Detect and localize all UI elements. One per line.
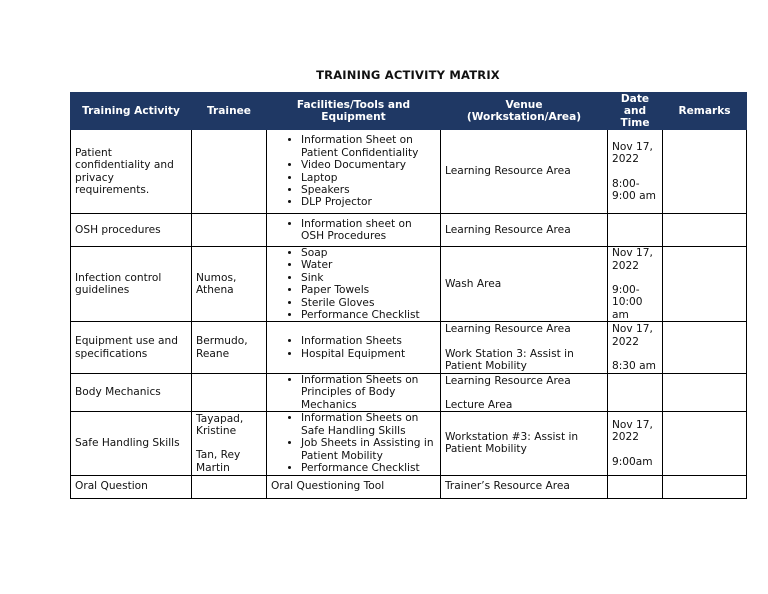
facility-item: • Laptop (301, 172, 436, 184)
facility-item: • Job Sheets in Assisting in Patient Mobility (301, 437, 436, 462)
cell-activity: Equipment use and specifications (71, 322, 192, 373)
cell-activity: Patient confidentiality and privacy requirements. (71, 130, 192, 214)
header-facilities: Facilities/Tools and Equipment (267, 93, 441, 130)
time-text: 8:30 am (612, 360, 656, 373)
facility-item: • Water (301, 259, 436, 271)
document-title: TRAINING ACTIVITY MATRIX (316, 68, 500, 82)
trainee-name: Tayapad, Kristine (196, 412, 244, 438)
table-row (71, 322, 747, 373)
cell-venue (441, 130, 608, 214)
trainee-name: Tan, Rey Martin (196, 449, 241, 474)
cell-activity: OSH procedures (71, 214, 192, 247)
facilities-list (271, 335, 436, 360)
table-row (71, 373, 747, 412)
cell-remarks (663, 130, 747, 214)
cell-facilities (267, 373, 441, 412)
cell-activity: Body Mechanics (71, 373, 192, 412)
header-training-activity: Training Activity (71, 93, 192, 130)
header-date-line1: Date (620, 93, 650, 105)
cell-facilities (267, 247, 441, 322)
cell-trainee (192, 475, 267, 498)
cell-remarks (663, 247, 747, 322)
cell-facilities: Oral Questioning Tool (267, 475, 441, 498)
cell-remarks (663, 373, 747, 412)
cell-venue (441, 247, 608, 322)
cell-trainee (192, 373, 267, 412)
cell-date (608, 373, 663, 412)
cell-activity: Safe Handling Skills (71, 412, 192, 475)
venue-text: Learning Resource Area (445, 165, 571, 178)
table-row (71, 214, 747, 247)
training-activity-table (70, 92, 747, 499)
date-text: Nov 17, 2022 (612, 418, 653, 444)
facilities-list (271, 134, 436, 208)
table-row (71, 247, 747, 322)
facility-item: • Video Documentary (301, 159, 436, 171)
cell-date (608, 322, 663, 373)
facility-item: • Information sheet on OSH Procedures (301, 218, 436, 243)
time-text: 8:00-9:00 am (612, 177, 656, 202)
cell-activity: Infection control guidelines (71, 247, 192, 322)
cell-facilities (267, 214, 441, 247)
venue-text: Trainer’s Resource Area (445, 480, 570, 493)
cell-date (608, 475, 663, 498)
table-header-row (71, 93, 747, 130)
table-row (71, 475, 747, 498)
cell-trainee (192, 412, 267, 475)
cell-facilities (267, 130, 441, 214)
cell-facilities (267, 412, 441, 475)
cell-venue (441, 322, 608, 373)
cell-trainee (192, 130, 267, 214)
cell-trainee: Bermudo, Reane (192, 322, 267, 373)
time-text: 9:00-10:00 am (612, 284, 643, 321)
cell-remarks (663, 214, 747, 247)
cell-date (608, 130, 663, 214)
venue-text: Work Station 3: Assist in Patient Mobility (445, 347, 574, 373)
facility-item: • Performance Checklist (301, 462, 436, 474)
facility-item: • Performance Checklist (301, 309, 436, 321)
header-venue-line2: (Workstation/Area) (466, 111, 582, 123)
cell-date (608, 214, 663, 247)
header-remarks: Remarks (663, 93, 747, 130)
cell-remarks (663, 475, 747, 498)
venue-text: Lecture Area (445, 399, 513, 412)
table-row (71, 130, 747, 214)
cell-date (608, 412, 663, 475)
cell-venue (441, 412, 608, 475)
facility-item: • Speakers (301, 184, 436, 196)
facility-item: • Information Sheets on Safe Handling Skills (301, 412, 436, 437)
cell-remarks (663, 322, 747, 373)
header-date-line2: and (623, 105, 647, 117)
venue-text: Wash Area (445, 278, 502, 291)
facility-item: • Hospital Equipment (301, 348, 436, 360)
cell-venue (441, 373, 608, 412)
header-trainee: Trainee (192, 93, 267, 130)
facility-item: • Sink (301, 272, 436, 284)
cell-venue (441, 214, 608, 247)
cell-trainee: Numos, Athena (192, 247, 267, 322)
facility-item: • Information Sheets on Principles of Body Mechanics (301, 374, 436, 411)
venue-text: Workstation #3: Assist in Patient Mobility (445, 431, 579, 456)
facility-item: • Sterile Gloves (301, 297, 436, 309)
facility-item: • DLP Projector (301, 196, 436, 208)
date-text: Nov 17, 2022 (612, 140, 653, 166)
time-text: 9:00am (612, 455, 653, 468)
facility-item: • Information Sheets (301, 335, 436, 347)
venue-text: Learning Resource Area (445, 223, 571, 236)
header-venue-line1: Venue (505, 99, 543, 111)
header-date-line3: Time (620, 117, 650, 129)
cell-facilities (267, 322, 441, 373)
cell-venue (441, 475, 608, 498)
facility-item: • Soap (301, 247, 436, 259)
facilities-list (271, 374, 436, 411)
venue-text: Learning Resource Area (445, 323, 571, 336)
facilities-list (271, 218, 436, 243)
facility-item: • Information Sheet on Patient Confidentiality (301, 134, 436, 159)
cell-trainee (192, 214, 267, 247)
table-row (71, 412, 747, 475)
date-text: Nov 17, 2022 (612, 323, 653, 348)
facilities-list (271, 412, 436, 474)
venue-text: Learning Resource Area (445, 374, 571, 387)
date-text: Nov 17, 2022 (612, 247, 653, 272)
header-venue (441, 93, 608, 130)
header-date-time (608, 93, 663, 130)
cell-remarks (663, 412, 747, 475)
cell-activity: Oral Question (71, 475, 192, 498)
facility-item: • Paper Towels (301, 284, 436, 296)
facilities-list (271, 247, 436, 321)
cell-date (608, 247, 663, 322)
